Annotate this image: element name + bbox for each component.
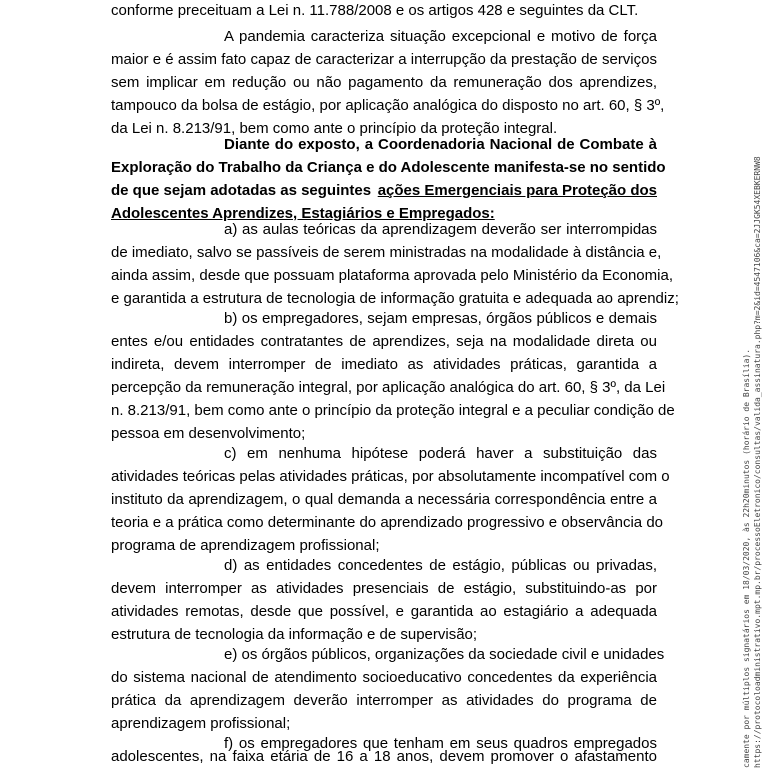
- list-item-line: b) os empregadores, sejam empresas, órgãos públicos e demais: [224, 310, 657, 327]
- list-item-line: instituto da aprendizagem, o qual demanda a necessária correspondência entre a: [111, 491, 657, 508]
- list-item-line: programa de aprendizagem profissional;: [111, 537, 380, 554]
- underlined-heading-text: Adolescentes Aprendizes, Estagiários e Empregados:: [111, 205, 495, 222]
- underlined-heading-text: ações Emergenciais para Proteção dos: [377, 182, 657, 199]
- paragraph-line: tampouco da bolsa de estágio, por aplicação analógica do disposto no art. 60, § 3º,: [111, 97, 665, 114]
- list-item-line: c) em nenhuma hipótese poderá haver a substituição das: [224, 445, 657, 462]
- signature-margin-stamp: [741, 48, 765, 768]
- list-item-line: n. 8.213/91, bem como ante o princípio da proteção integral e a peculiar condição de: [111, 402, 675, 419]
- paragraph-line-bold: [111, 180, 657, 202]
- list-item-line: entes e/ou entidades contratantes de aprendizes, seja na modalidade direta ou: [111, 333, 657, 350]
- list-item-line: prática da aprendizagem deverão interromper as atividades do programa de: [111, 692, 657, 709]
- signature-stamp-line: camente por múltiplos signatários em 18/03/2020, às 22h20minutos (horário de Brasília).: [742, 348, 751, 768]
- list-item-line: atividades remotas, desde que possível, e garantida ao estagiário a adequada: [111, 603, 657, 620]
- list-item-line: ainda assim, desde que possuam plataforma aprovada pelo Ministério da Economia,: [111, 267, 673, 284]
- list-item-line: atividades teóricas pelas atividades práticas, por absolutamente incompatível com o: [111, 468, 670, 485]
- list-item-line: d) as entidades concedentes de estágio, públicas ou privadas,: [224, 557, 657, 574]
- signature-validation-url[interactable]: https://protocoloadministrativo.mpt.mp.br/processoEletronico/consultas/valida_assinatura.php?m=2&id=4547106&ca=2JJGK54XEBKERNW8: [753, 156, 762, 768]
- bold-text: de que sejam adotadas as seguintes: [111, 182, 376, 199]
- list-item-line: do sistema nacional de atendimento socioeducativo concedentes da experiência: [111, 669, 657, 686]
- list-item-line: a) as aulas teóricas da aprendizagem deverão ser interrompidas: [224, 221, 657, 238]
- list-item-line: adolescentes, na faixa etária de 16 a 18 anos, devem promover o afastamento: [111, 748, 657, 765]
- paragraph-line: maior e é assim fato capaz de caracterizar a interrupção da prestação de serviços: [111, 51, 657, 68]
- list-item-line: aprendizagem profissional;: [111, 715, 291, 732]
- list-item-line: teoria e a prática como determinante do aprendizado progressivo e observância do: [111, 514, 663, 531]
- list-item-line: de imediato, salvo se passíveis de serem ministradas na modalidade à distância e,: [111, 244, 662, 261]
- paragraph-line-bold: Diante do exposto, a Coordenadoria Nacional de Combate à: [224, 136, 657, 153]
- list-item-line: e) os órgãos públicos, organizações da sociedade civil e unidades: [224, 646, 665, 663]
- paragraph-line-bold: Exploração do Trabalho da Criança e do Adolescente manifesta-se no sentido: [111, 159, 666, 176]
- list-item-line: pessoa em desenvolvimento;: [111, 425, 306, 442]
- paragraph-line: conforme preceituam a Lei n. 11.788/2008 e os artigos 428 e seguintes da CLT.: [111, 2, 639, 19]
- paragraph-line: da Lei n. 8.213/91, bem como ante o princípio da proteção integral.: [111, 120, 558, 137]
- paragraph-line: A pandemia caracteriza situação excepcional e motivo de força: [224, 28, 657, 45]
- list-item-line: indireta, devem interromper de imediato as atividades práticas, garantida a: [111, 356, 657, 373]
- list-item-line: estrutura de tecnologia da informação e de supervisão;: [111, 626, 478, 643]
- list-item-line: percepção da remuneração integral, por aplicação analógica do art. 60, § 3º, da Lei: [111, 379, 666, 396]
- list-item-line: devem interromper as atividades presenciais de estágio, substituindo-as por: [111, 580, 657, 597]
- paragraph-line: sem implicar em redução ou não pagamento da remuneração dos aprendizes,: [111, 74, 657, 91]
- list-item-line: f) os empregadores que tenham em seus quadros empregados: [224, 735, 657, 752]
- list-item-line: e garantida a estrutura de tecnologia de informação gratuita e adequada ao aprendiz;: [111, 290, 679, 307]
